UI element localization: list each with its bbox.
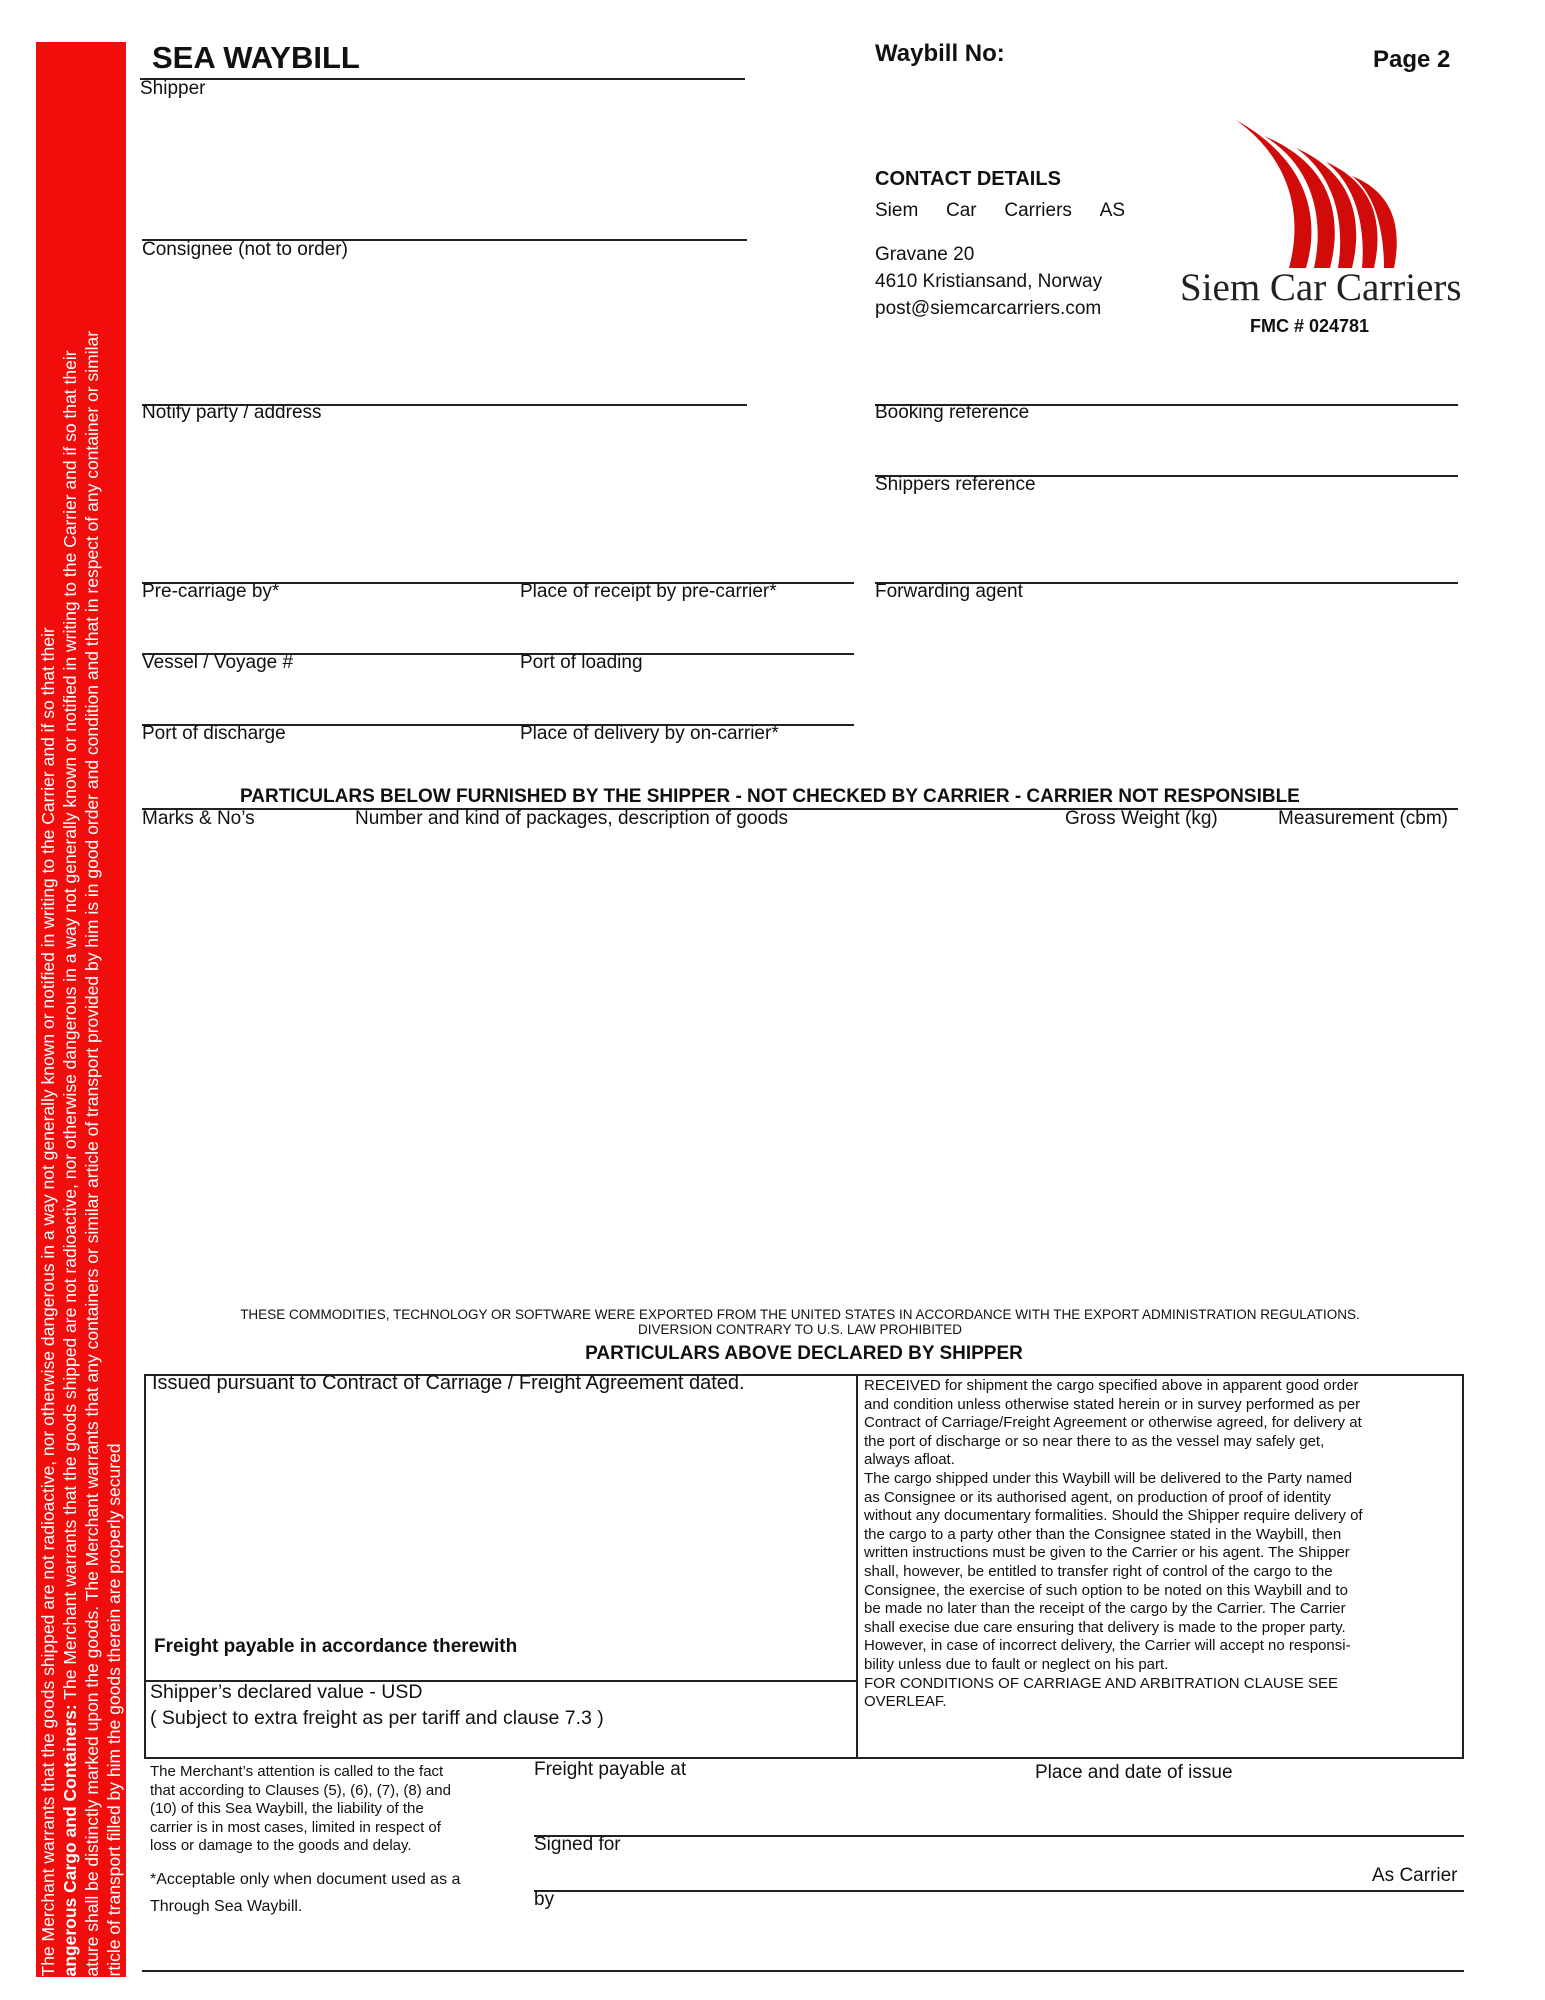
warning-line-2: ature shall be distinctly marked upon the goods. The Merchant warrants that any containers or similar article of transport provided by him is in good order and condition and that in respect of any container or similar [82,330,102,1977]
document-title: SEA WAYBILL [152,40,360,75]
contact-company: Siem Car Carriers AS [875,200,1125,221]
warning-line-1: angerous Cargo and Containers: The Merchant warrants that the goods shipped are not radioactive, nor otherwise dangerous in a way not generally known or notified in writing to the Carrier and if so that their [60,350,80,1977]
export-notice: THESE COMMODITIES, TECHNOLOGY OR SOFTWARE WERE EXPORTED FROM THE UNITED STATES IN ACCORDANCE WITH THE EXPORT ADMINISTRATION REGULATIONS. DIVERSION CONTRARY TO U.S. LAW PROHIBITED [240,1307,1360,1337]
declared-heading: PARTICULARS ABOVE DECLARED BY SHIPPER [585,1343,1023,1364]
by-line [534,1890,1464,1892]
siem-sail-logo-icon [1234,118,1404,268]
bottom-line [142,1970,1464,1972]
contact-email: post@siemcarcarriers.com [875,298,1102,319]
shipper-label: Shipper [140,78,206,99]
dangerous-cargo-warning-band [36,42,126,1977]
consignee-label: Consignee (not to order) [142,239,348,260]
extra-freight-note: ( Subject to extra freight as per tariff and clause 7.3 ) [150,1707,604,1729]
title-underline [140,78,745,80]
received-terms: RECEIVED for shipment the cargo specified above in apparent good order and condition unless otherwise stated herein or in survey performed as per Contract of Carriage/Freight Agreement or otherwise agreed, for delivery at the port of discharge or so near there to as the vessel may safely get, always afloat. The cargo shipped under this Waybill will be delivered to the Party named as Consignee or its authorised agent, on production of proof of identity without any documentary formalities. Should the Shipper require delivery of the cargo to a party other than the Consignee stated in the Waybill, then written instructions must be given to the Carrier or his agent. The Shipper shall, however, be entitled to transfer right of control of the cargo to the Consignee, the exercise of such option to be noted on this Waybill and to be made no later than the receipt of the cargo by the Carrier. The Carrier shall execise due care ensuring that delivery is made to the proper party. However, in case of incorrect delivery, the Carrier will accept no responsi- bility unless due to fault or neglect on his part. FOR CONDITIONS OF CARRIAGE AND ARBITRATION CLAUSE SEE OVERLEAF. [864,1377,1363,1711]
signed-for-label: Signed for [534,1834,621,1855]
forwarding-agent-label: Forwarding agent [875,581,1023,602]
col-gross-weight: Gross Weight (kg) [1065,808,1218,829]
port-of-discharge-label: Port of discharge [142,723,286,744]
fmc-number: FMC # 024781 [1250,316,1370,336]
issued-pursuant-text: Issued pursuant to Contract of Carriage / Freight Agreement dated. [152,1372,745,1394]
contact-heading: CONTACT DETAILS [875,168,1061,190]
particulars-heading: PARTICULARS BELOW FURNISHED BY THE SHIPPER - NOT CHECKED BY CARRIER - CARRIER NOT RESPONSIBLE [240,786,1300,807]
particulars-line [142,808,1458,810]
declared-value-label: Shipper’s declared value - USD [150,1681,423,1703]
contact-city: 4610 Kristiansand, Norway [875,271,1103,292]
contract-box-divider [856,1374,858,1759]
notify-party-label: Notify party / address [142,402,322,423]
col-marks: Marks & No’s [142,808,255,829]
port-of-loading-label: Port of loading [520,652,643,673]
warning-line-0: The Merchant warrants that the goods shipped are not radioactive, nor otherwise dangerous in a way not generally known or notified in writing to the Carrier and if so that their [38,627,58,1977]
through-waybill-note: *Acceptable only when document used as a Through Sea Waybill. [150,1871,461,1915]
vessel-voyage-label: Vessel / Voyage # [142,652,294,673]
freight-payable-text: Freight payable in accordance therewith [154,1636,518,1657]
place-of-receipt-label: Place of receipt by pre-carrier* [520,581,777,602]
pre-carriage-label: Pre-carriage by* [142,581,280,602]
contact-street: Gravane 20 [875,244,975,265]
page-number: Page 2 [1373,46,1451,73]
place-of-delivery-label: Place of delivery by on-carrier* [520,723,779,744]
shippers-reference-label: Shippers reference [875,474,1036,495]
signed-for-line [534,1835,1464,1837]
col-measurement: Measurement (cbm) [1278,808,1448,829]
as-carrier-label: As Carrier [1372,1865,1458,1886]
waybill-no-label: Waybill No: [875,40,1005,67]
by-label: by [534,1889,555,1910]
col-description: Number and kind of packages, description of goods [355,808,789,829]
place-date-issue-label: Place and date of issue [1035,1762,1233,1783]
warning-line-3: rticle of transport filled by him the goods therein are properly secured [104,1443,124,1977]
dangerous-cargo-warning-text [37,42,125,1977]
freight-payable-at-label: Freight payable at [534,1759,687,1780]
booking-reference-label: Booking reference [875,402,1030,423]
merchant-attention-note: The Merchant’s attention is called to the fact that according to Clauses (5), (6), (7), (8) and (10) of this Sea Waybill, the liability of the carrier is in most cases, limited in respect of loss or damage to the goods and delay. [150,1763,451,1855]
company-logo-name: Siem Car Carriers [1180,266,1462,309]
